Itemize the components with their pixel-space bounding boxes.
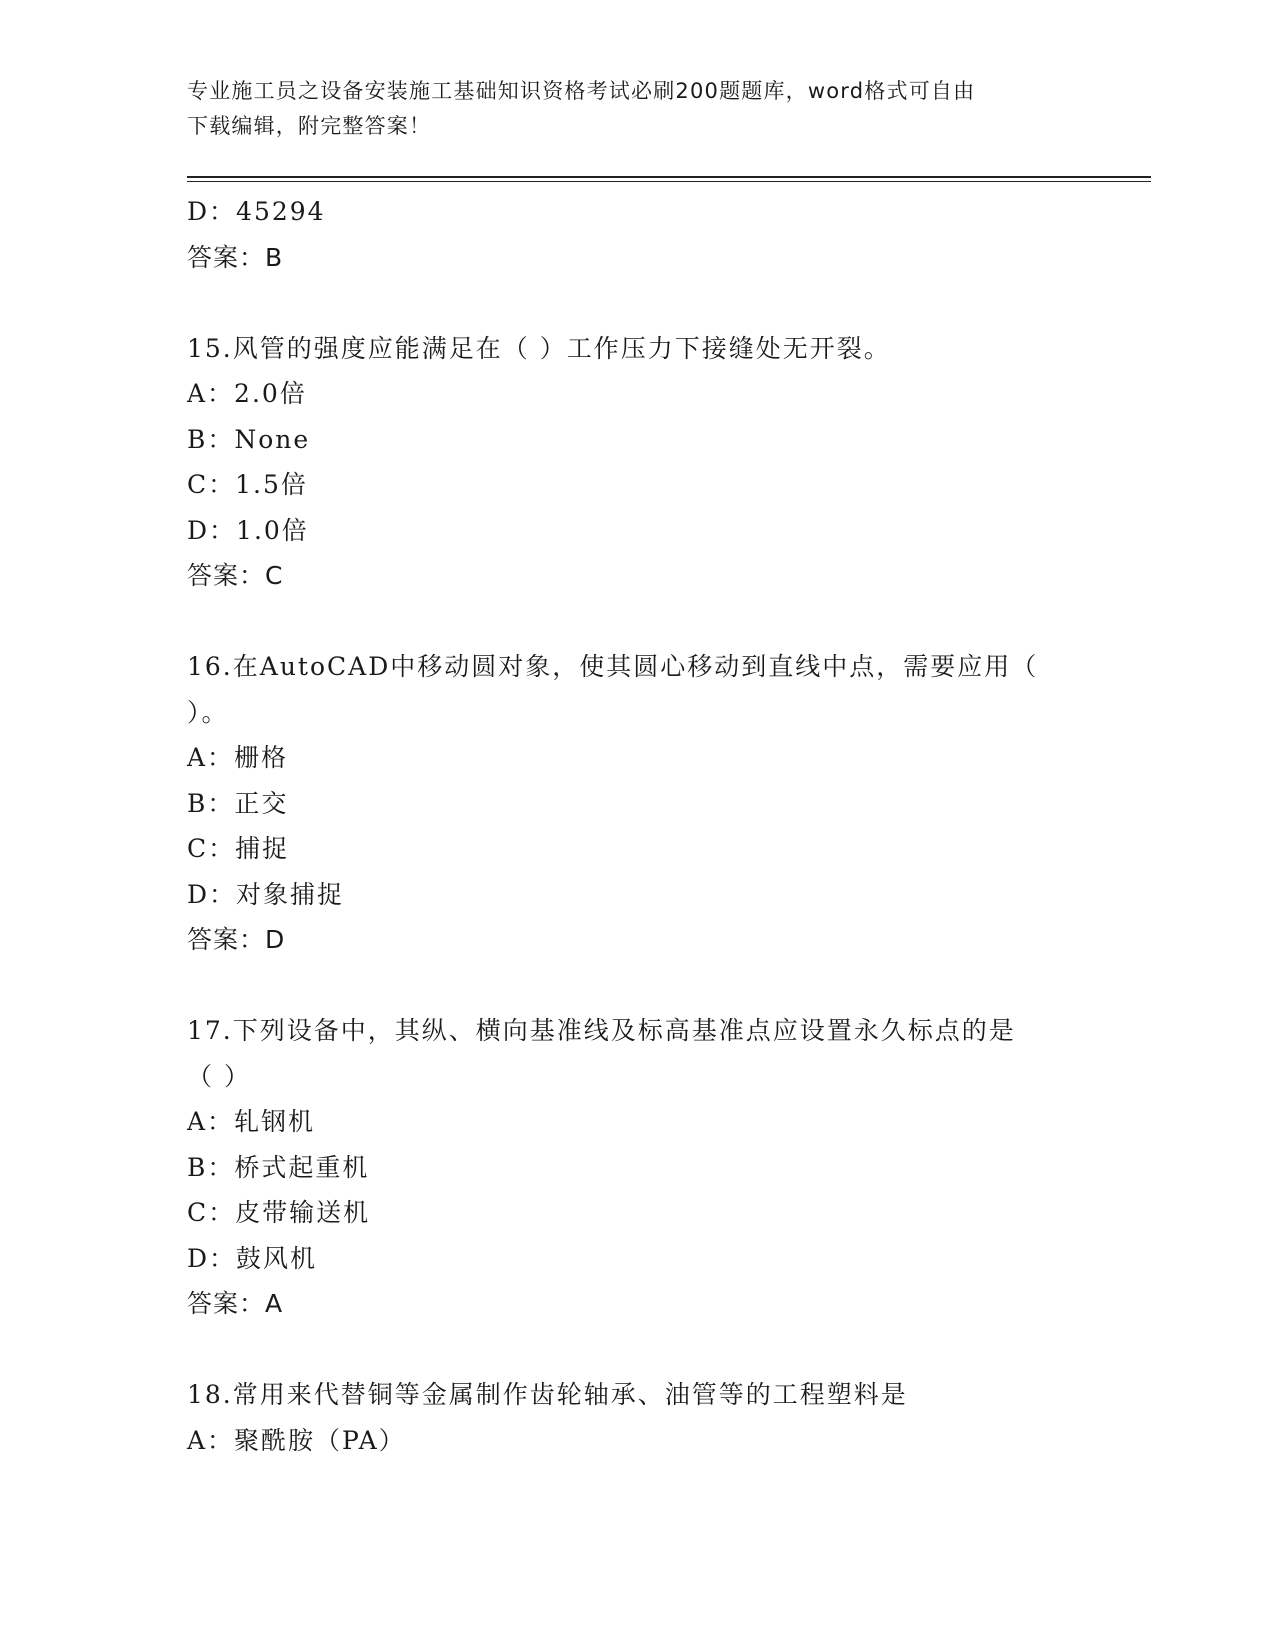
option-a: A：轧钢机 <box>187 1107 316 1136</box>
question-18 <box>187 1372 1087 1463</box>
question-15 <box>187 326 1087 599</box>
option-d: D：对象捕捉 <box>187 879 345 909</box>
option-a: A：聚酰胺（PA） <box>187 1425 406 1455</box>
question-stem-continued: ）。 <box>187 697 229 727</box>
document-header <box>187 74 1067 144</box>
option-c: C：捕捉 <box>187 834 290 863</box>
question-stem: 17.下列设备中，其纵、横向基准线及标高基准点应设置永久标点的是 <box>187 1016 1016 1045</box>
option-d: D：1.0倍 <box>187 515 309 545</box>
answer-line: 答案：C <box>187 561 284 590</box>
option-a: A：2.0倍 <box>187 379 307 408</box>
header-title-line-2: 下载编辑，附完整答案！ <box>187 114 432 138</box>
question-stem: 15.风管的强度应能满足在（ ）工作压力下接缝处无开裂。 <box>187 333 891 363</box>
option-b: B：桥式起重机 <box>187 1152 370 1182</box>
spacer <box>187 963 1087 1009</box>
spacer <box>187 280 1087 326</box>
option-c: C：1.5倍 <box>187 470 308 499</box>
header-title-line-1: 专业施工员之设备安装施工基础知识资格考试必刷200题题库，word格式可自由 <box>187 79 976 103</box>
question-stem-continued: （ ） <box>187 1061 251 1091</box>
question-16 <box>187 644 1087 963</box>
question-17 <box>187 1008 1087 1327</box>
answer-line: 答案：A <box>187 1289 284 1318</box>
answer-line: 答案：B <box>187 242 284 272</box>
option-d: D：45294 <box>187 197 326 226</box>
option-b: B：正交 <box>187 788 289 818</box>
question-stem: 16.在AutoCAD中移动圆对象，使其圆心移动到直线中点，需要应用（ <box>187 652 1039 681</box>
header-rule-thick <box>187 176 1151 178</box>
answer-line: 答案：D <box>187 925 286 954</box>
spacer <box>187 599 1087 645</box>
spacer <box>187 1327 1087 1373</box>
question-stem: 18.常用来代替铜等金属制作齿轮轴承、油管等的工程塑料是 <box>187 1380 908 1409</box>
question-list <box>187 189 1087 1463</box>
option-a: A：栅格 <box>187 743 289 772</box>
option-d: D：鼓风机 <box>187 1243 318 1273</box>
option-b: B：None <box>187 424 311 454</box>
header-rule-thin <box>187 181 1151 182</box>
option-c: C：皮带输送机 <box>187 1198 371 1227</box>
